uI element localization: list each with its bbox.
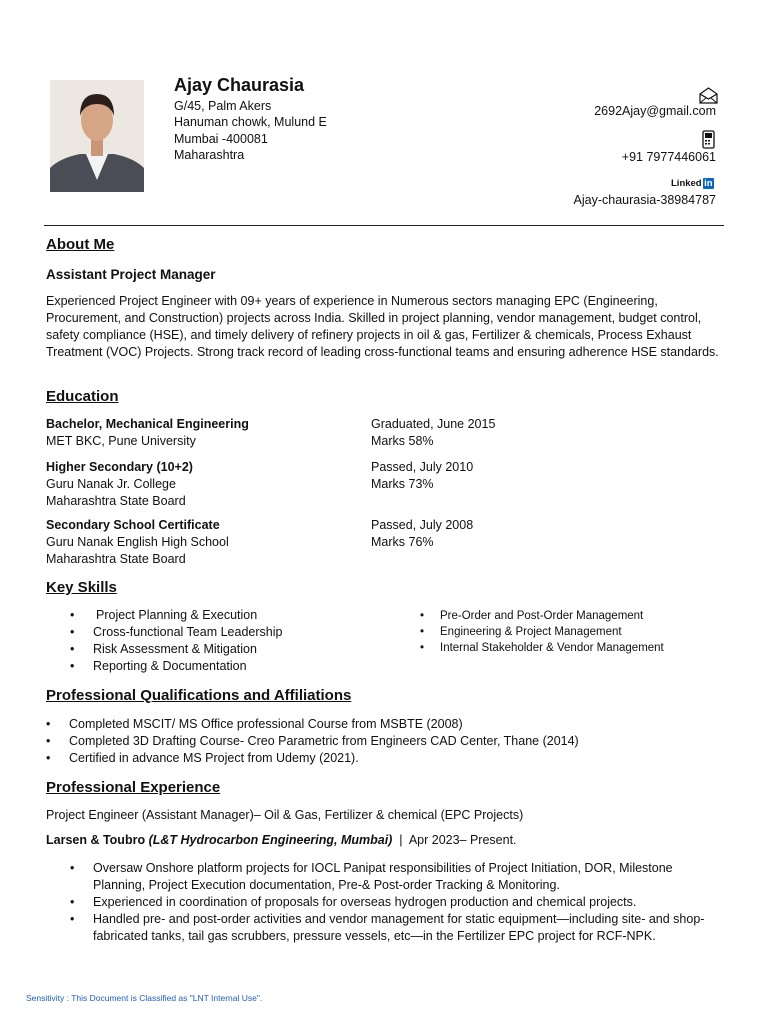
address-line: G/45, Palm Akers bbox=[174, 99, 272, 113]
profile-photo bbox=[50, 80, 144, 192]
degree-name: Secondary School Certificate bbox=[46, 518, 220, 532]
sensitivity-label: Sensitivity : This Document is Classified as "LNT Internal Use". bbox=[26, 993, 263, 1003]
qualifications-heading: Professional Qualifications and Affiliations bbox=[46, 687, 352, 704]
skill-item: • Reporting & Documentation bbox=[70, 659, 247, 673]
skill-item: • Engineering & Project Management bbox=[420, 626, 622, 638]
skill-item: • Project Planning & Execution bbox=[70, 608, 258, 622]
experience-company-line bbox=[46, 832, 517, 849]
skill-item: • Pre-Order and Post-Order Management bbox=[420, 610, 644, 622]
experience-bullet: • Experienced in coordination of proposals for overseas hydrogen production and chemical projects. bbox=[70, 895, 637, 909]
board: Maharashtra State Board bbox=[46, 552, 186, 566]
header-divider bbox=[44, 225, 724, 226]
address-block bbox=[174, 98, 327, 163]
education-item bbox=[46, 517, 229, 568]
institution: Guru Nanak Jr. College bbox=[46, 477, 176, 491]
linkedin-profile-link[interactable]: Ajay-chaurasia-38984787 bbox=[573, 193, 716, 207]
education-status: Graduated, June 2015 bbox=[371, 417, 496, 431]
education-item bbox=[46, 416, 249, 450]
education-dates bbox=[371, 517, 473, 551]
skills-heading: Key Skills bbox=[46, 579, 117, 596]
institution: MET BKC, Pune University bbox=[46, 434, 196, 448]
skill-item: • Cross-functional Team Leadership bbox=[70, 625, 283, 639]
skill-item: • Risk Assessment & Mitigation bbox=[70, 642, 257, 656]
employment-period: Apr 2023– Present. bbox=[408, 833, 517, 847]
qualifications-list bbox=[46, 716, 579, 767]
phone-number[interactable]: +91 7977446061 bbox=[621, 150, 716, 164]
education-status: Passed, July 2010 bbox=[371, 460, 474, 474]
about-summary: Experienced Project Engineer with 09+ years of experience in Numerous sectors managing EPC (Engineering, Procurement, and Construction) projects across India. Skilled in project planning, vendor management, budget control, safety compliance (HSE), and timely delivery of refinery projects in oil & gas, Fertilizer & chemicals, Process Exhaust Treatment (VOC) Projects. Strong track record of leading cross-functional teams and ensuring adherence HSE standards. bbox=[46, 294, 719, 359]
education-dates bbox=[371, 416, 495, 450]
linkedin-logo-word: Linked bbox=[671, 178, 702, 189]
address-line: Mumbai -400081 bbox=[174, 131, 268, 146]
company-name: Larsen & Toubro bbox=[46, 833, 146, 847]
qualification-item: • Completed MSCIT/ MS Office professional Course from MSBTE (2008) bbox=[46, 717, 463, 731]
address-line: Maharashtra bbox=[174, 147, 245, 162]
experience-bullet: • Handled pre- and post-order activities and vendor management for static equipment—including site- and shop-fabricated tanks, tail gas scrubbers, pressure vessels, etc—in the Fertilizer EPC project for RCF-NPK. bbox=[70, 912, 705, 943]
qualification-item: • Completed 3D Drafting Course- Creo Parametric from Engineers CAD Center, Thane (2014) bbox=[46, 734, 579, 748]
education-status: Passed, July 2008 bbox=[371, 518, 474, 532]
degree-name: Bachelor, Mechanical Engineering bbox=[46, 417, 249, 431]
qualification-item: • Certified in advance MS Project from Udemy (2021). bbox=[46, 751, 359, 765]
skill-item: • Internal Stakeholder & Vendor Management bbox=[420, 642, 664, 654]
job-title: Assistant Project Manager bbox=[46, 267, 216, 282]
about-heading: About Me bbox=[46, 236, 115, 253]
education-marks: Marks 76% bbox=[371, 535, 434, 549]
board: Maharashtra State Board bbox=[46, 494, 186, 508]
experience-bullets bbox=[70, 860, 723, 945]
experience-bullet: • Oversaw Onshore platform projects for IOCL Panipat responsibilities of Project Initiation, DOR, Milestone Planning, Project Execution documentation, Pre-& Post-order Tracking & Monitoring. bbox=[70, 861, 673, 892]
company-detail: (L&T Hydrocarbon Engineering, Mumbai) bbox=[148, 833, 393, 847]
separator: | bbox=[399, 833, 403, 847]
institution: Guru Nanak English High School bbox=[46, 535, 229, 549]
email-link[interactable]: 2692Ajay@gmail.com bbox=[594, 104, 716, 118]
address-line: Hanuman chowk, Mulund E bbox=[174, 115, 327, 130]
degree-name: Higher Secondary (10+2) bbox=[46, 460, 193, 474]
education-dates bbox=[371, 459, 473, 493]
candidate-name: Ajay Chaurasia bbox=[174, 75, 305, 95]
skills-list-left bbox=[70, 607, 283, 675]
experience-heading: Professional Experience bbox=[46, 779, 221, 796]
education-marks: Marks 58% bbox=[371, 434, 434, 448]
linkedin-logo-badge: in bbox=[704, 178, 713, 189]
experience-role: Project Engineer (Assistant Manager)– Oil & Gas, Fertilizer & chemical (EPC Projects) bbox=[46, 808, 524, 822]
education-marks: Marks 73% bbox=[371, 477, 434, 491]
linkedin-logo bbox=[671, 178, 714, 189]
education-item bbox=[46, 459, 193, 510]
education-heading: Education bbox=[46, 388, 119, 405]
skills-list-right bbox=[420, 608, 664, 656]
